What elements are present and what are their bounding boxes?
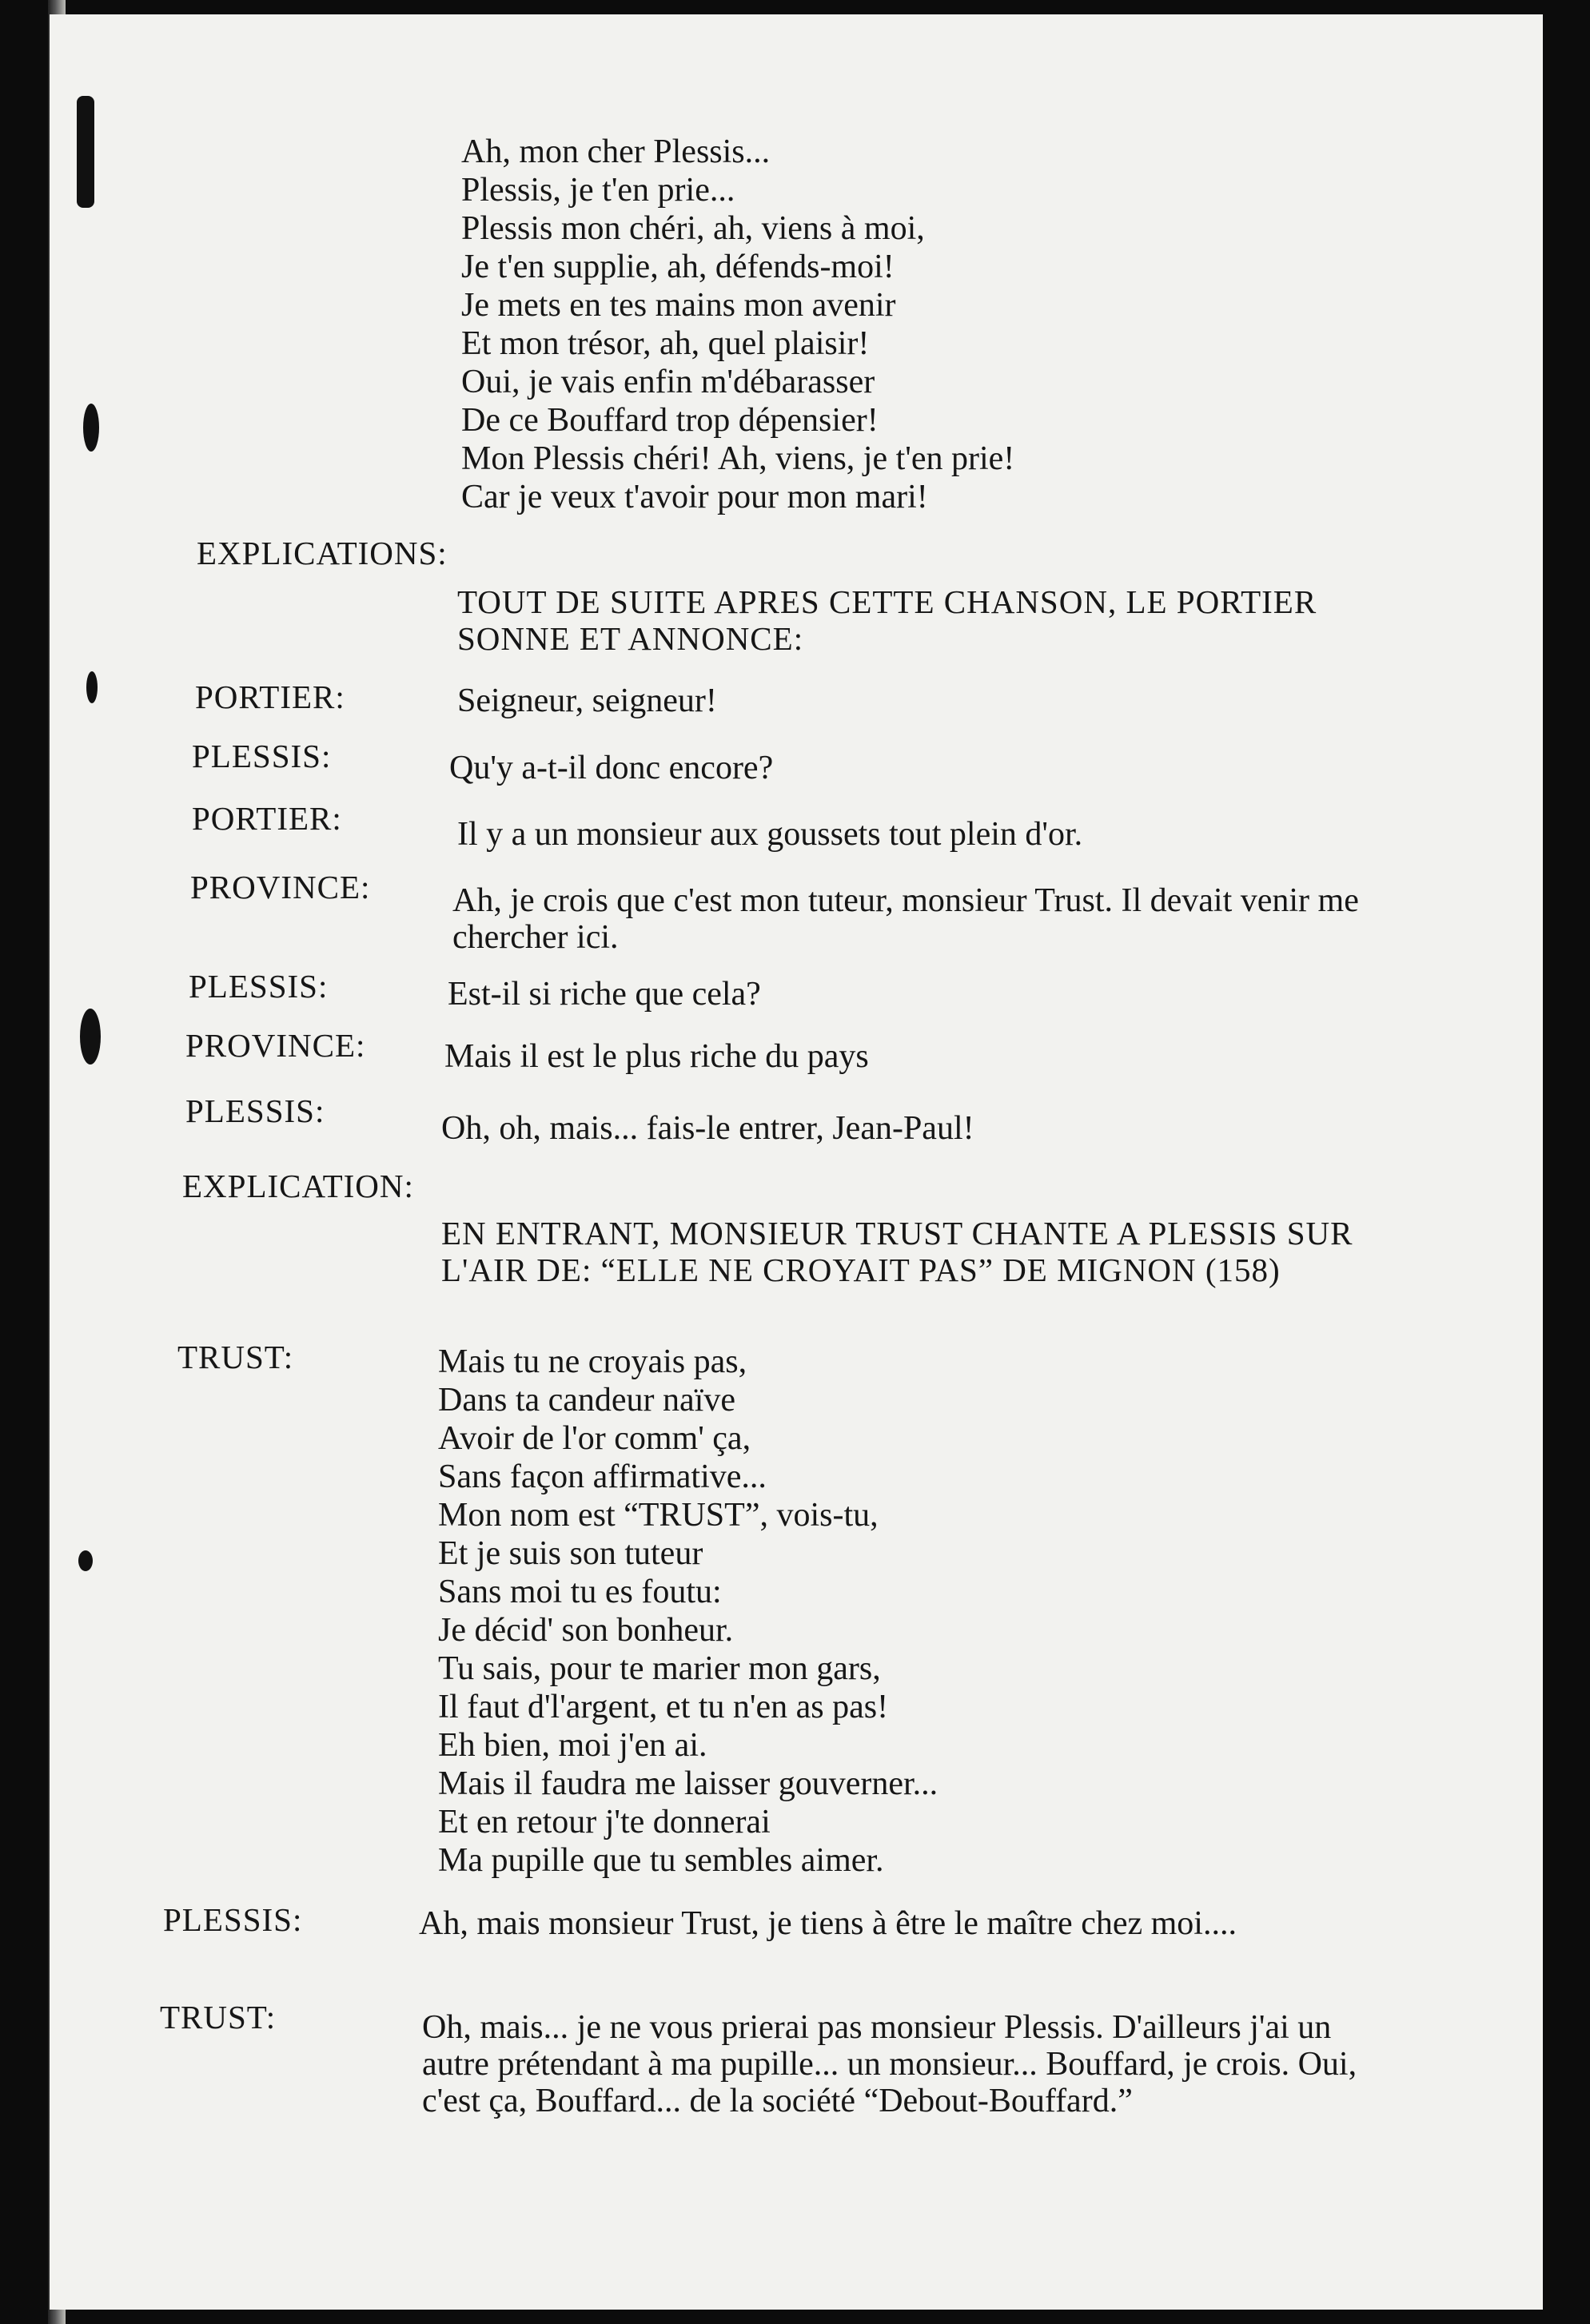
- verse-line: Sans moi tu es foutu:: [438, 1574, 722, 1610]
- verse-line: Car je veux t'avoir pour mon mari!: [461, 479, 928, 515]
- verse-line: Sans façon affirmative...: [438, 1458, 767, 1495]
- dialogue-line: Ah, je crois que c'est mon tuteur, monsieur Trust. Il devait venir me chercher ici.: [452, 882, 1359, 956]
- verse-line: Mon Plessis chéri! Ah, viens, je t'en prie!: [461, 440, 1015, 477]
- ink-blot: [78, 1550, 93, 1571]
- dialogue-line: Qu'y a-t-il donc encore?: [449, 750, 774, 786]
- verse-line: Mais il faudra me laisser gouverner...: [438, 1765, 938, 1802]
- dialogue-line: Ah, mais monsieur Trust, je tiens à être le maître chez moi....: [419, 1905, 1237, 1942]
- verse-line: Ma pupille que tu sembles aimer.: [438, 1842, 884, 1879]
- dialogue-line: Il y a un monsieur aux goussets tout plein d'or.: [457, 816, 1083, 853]
- verse-line: Plessis, je t'en prie...: [461, 172, 735, 209]
- verse-line: Mon nom est “TRUST”, vois-tu,: [438, 1497, 879, 1534]
- verse-line: Il faut d'l'argent, et tu n'en as pas!: [438, 1689, 889, 1725]
- dialogue-line: Oh, oh, mais... fais-le entrer, Jean-Paul!: [441, 1110, 974, 1147]
- verse-line: De ce Bouffard trop dépensier!: [461, 402, 879, 439]
- speaker-label: PORTIER:: [195, 678, 345, 715]
- verse-line: Dans ta candeur naïve: [438, 1382, 735, 1419]
- stage-direction-label: EXPLICATIONS:: [197, 535, 448, 571]
- verse-line: Ah, mon cher Plessis...: [461, 133, 771, 170]
- speaker-label: PLESSIS:: [163, 1901, 303, 1938]
- verse-line: Oui, je vais enfin m'débarasser: [461, 364, 875, 400]
- stage-direction-label: EXPLICATION:: [182, 1168, 414, 1204]
- verse-line: Eh bien, moi j'en ai.: [438, 1727, 707, 1764]
- speaker-label: PORTIER:: [192, 800, 342, 837]
- verse-line: Je t'en supplie, ah, défends-moi!: [461, 249, 895, 285]
- dialogue-line: Oh, mais... je ne vous prierai pas monsieur Plessis. D'ailleurs j'ai un autre prétendant à ma pupille... un monsieur... Bouffard, je crois. Oui, c'est ça, Bouffard... de la société “Debout-Bouffard.”: [422, 2009, 1357, 2119]
- speaker-label: PROVINCE:: [190, 869, 371, 905]
- verse-line: Plessis mon chéri, ah, viens à moi,: [461, 210, 925, 247]
- song-plessis: [461, 133, 1014, 516]
- speaker-label: TRUST:: [177, 1339, 294, 1375]
- speaker-label: PROVINCE:: [185, 1027, 366, 1064]
- ink-blot: [77, 96, 94, 208]
- verse-line: Avoir de l'or comm' ça,: [438, 1420, 751, 1457]
- song-trust: [438, 1343, 938, 1880]
- stage-direction-text: EN ENTRANT, MONSIEUR TRUST CHANTE A PLESSIS SUR L'AIR DE: “ELLE NE CROYAIT PAS” DE MIGNON (158): [441, 1215, 1353, 1288]
- ink-blot: [83, 404, 99, 452]
- verse-line: Et mon trésor, ah, quel plaisir!: [461, 325, 870, 362]
- verse-line: Et en retour j'te donnerai: [438, 1804, 771, 1840]
- verse-line: Et je suis son tuteur: [438, 1535, 703, 1572]
- dialogue-line: Seigneur, seigneur!: [457, 682, 717, 719]
- ink-blot: [80, 1009, 101, 1065]
- verse-line: Je décid' son bonheur.: [438, 1612, 734, 1649]
- dialogue-line: Est-il si riche que cela?: [448, 976, 761, 1013]
- verse-line: Je mets en tes mains mon avenir: [461, 287, 896, 324]
- dialogue-line: Mais il est le plus riche du pays: [444, 1038, 869, 1075]
- verse-line: Tu sais, pour te marier mon gars,: [438, 1650, 881, 1687]
- speaker-label: PLESSIS:: [192, 738, 332, 774]
- speaker-label: TRUST:: [160, 1999, 277, 2035]
- stage-direction-text: TOUT DE SUITE APRES CETTE CHANSON, LE PORTIER SONNE ET ANNONCE:: [457, 583, 1317, 657]
- speaker-label: PLESSIS:: [185, 1092, 325, 1129]
- speaker-label: PLESSIS:: [189, 968, 329, 1005]
- verse-line: Mais tu ne croyais pas,: [438, 1343, 747, 1380]
- ink-blot: [86, 671, 98, 703]
